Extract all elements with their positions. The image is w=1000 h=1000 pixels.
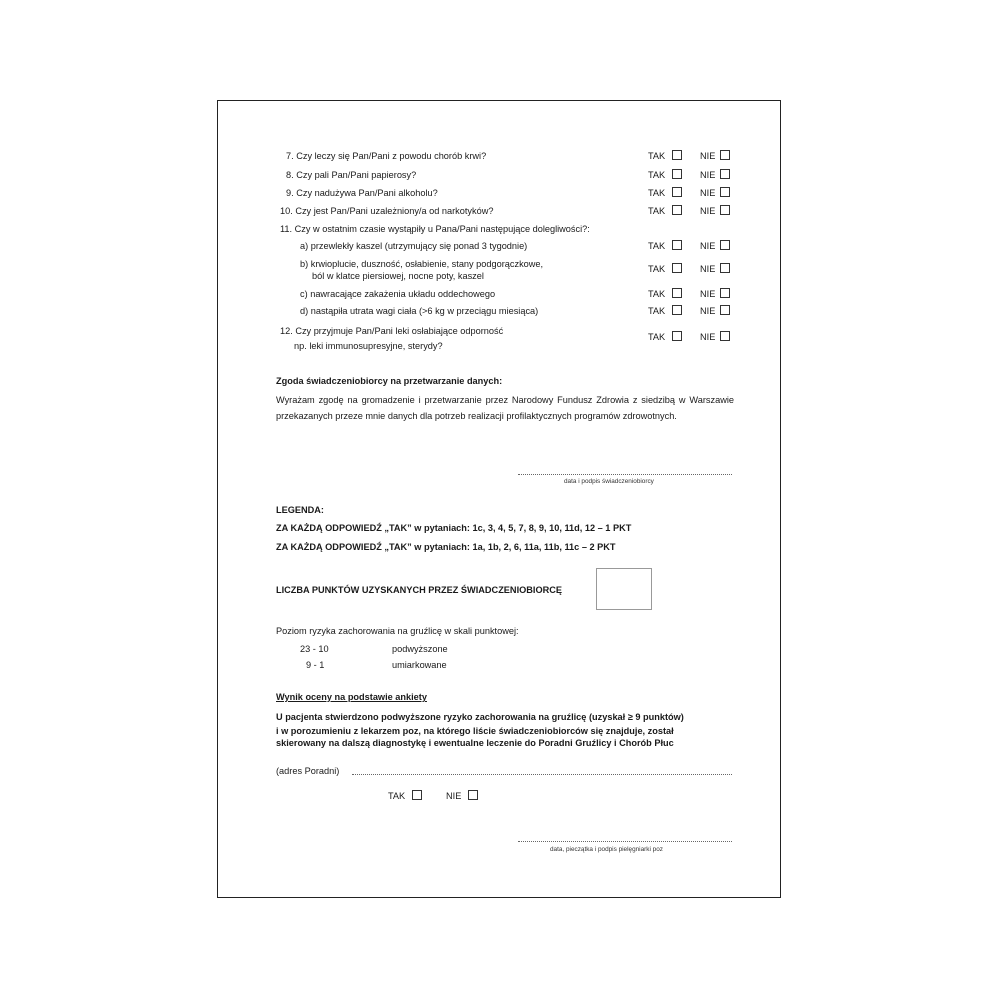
q11d-tak-checkbox[interactable] [672, 305, 682, 315]
risk-intro: Poziom ryzyka zachorowania na gruźlicę w skali punktowej: [276, 626, 519, 636]
nie-label: NIE [700, 170, 716, 180]
consent-signature-caption: data i podpis świadczeniobiorcy [564, 478, 654, 485]
risk-range-2: 9 - 1 [306, 660, 325, 670]
q8-nie-checkbox[interactable] [720, 169, 730, 179]
nurse-signature-caption: data, pieczątka i podpis pielęgniarki poz [550, 846, 663, 853]
address-line[interactable] [352, 774, 732, 775]
nie-label: NIE [700, 306, 716, 316]
legend-title: LEGENDA: [276, 505, 324, 515]
tak-label: TAK [648, 289, 666, 299]
q9-tak-checkbox[interactable] [672, 187, 682, 197]
address-label: (adres Poradni) [276, 766, 340, 776]
question-12-line1: 12. Czy przyjmuje Pan/Pani leki osłabiające odporność [280, 326, 504, 336]
result-title: Wynik oceny na podstawie ankiety [276, 692, 427, 702]
tak-label: TAK [648, 206, 666, 216]
consent-signature-line[interactable] [518, 474, 732, 475]
points-input-box[interactable] [596, 568, 652, 610]
question-11c: c) nawracające zakażenia układu oddechowego [300, 289, 496, 299]
nie-label: NIE [700, 241, 716, 251]
q11d-nie-checkbox[interactable] [720, 305, 730, 315]
q7-tak-checkbox[interactable] [672, 150, 682, 160]
q10-nie-checkbox[interactable] [720, 205, 730, 215]
points-label: LICZBA PUNKTÓW UZYSKANYCH PRZEZ ŚWIADCZENIOBIORCĘ [276, 585, 562, 595]
q11c-nie-checkbox[interactable] [720, 288, 730, 298]
q10-tak-checkbox[interactable] [672, 205, 682, 215]
legend-line-2: ZA KAŻDĄ ODPOWIEDŹ „TAK” w pytaniach: 1a, 1b, 2, 6, 11a, 11b, 11c – 2 PKT [276, 542, 616, 552]
question-11d: d) nastąpiła utrata wagi ciała (>6 kg w przeciągu miesiąca) [300, 306, 539, 316]
result-line-1: U pacjenta stwierdzono podwyższone ryzyko zachorowania na gruźlicę (uzyskał ≥ 9 punktów) [276, 712, 684, 722]
q11a-nie-checkbox[interactable] [720, 240, 730, 250]
q12-tak-checkbox[interactable] [672, 331, 682, 341]
tak-label: TAK [648, 188, 666, 198]
nie-label: NIE [700, 151, 716, 161]
q11a-tak-checkbox[interactable] [672, 240, 682, 250]
tak-label: TAK [648, 332, 666, 342]
nie-label: NIE [700, 289, 716, 299]
q8-tak-checkbox[interactable] [672, 169, 682, 179]
result-line-2: i w porozumieniu z lekarzem poz, na którego liście świadczeniobiorców się znajduje, został [276, 726, 674, 736]
q9-nie-checkbox[interactable] [720, 187, 730, 197]
consent-body: Wyrażam zgodę na gromadzenie i przetwarzanie przez Narodowy Fundusz Zdrowia z siedzibą w Warszawie przekazanych przeze mnie danych dla potrzeb realizacji profilaktycznych programów zdrowotnych. [276, 395, 734, 421]
risk-range-1: 23 - 10 [300, 644, 329, 654]
tak-label: TAK [648, 151, 666, 161]
legend-line-1: ZA KAŻDĄ ODPOWIEDŹ „TAK” w pytaniach: 1c, 3, 4, 5, 7, 8, 9, 10, 11d, 12 – 1 PKT [276, 523, 632, 533]
tak-label: TAK [648, 264, 666, 274]
nie-label: NIE [700, 332, 716, 342]
consent-title: Zgoda świadczeniobiorcy na przetwarzanie danych: [276, 376, 503, 386]
nie-label: NIE [700, 188, 716, 198]
question-12-line2: np. leki immunosupresyjne, sterydy? [294, 341, 443, 351]
q7-nie-checkbox[interactable] [720, 150, 730, 160]
tak-label: TAK [648, 306, 666, 316]
question-11b-line1: b) krwioplucie, duszność, osłabienie, stany podgorączkowe, [300, 259, 544, 269]
question-11: 11. Czy w ostatnim czasie wystąpiły u Pana/Pani następujące dolegliwości?: [280, 224, 590, 234]
tak-label: TAK [388, 791, 406, 801]
risk-level-2: umiarkowane [392, 660, 447, 670]
tak-label: TAK [648, 241, 666, 251]
tak-label: TAK [648, 170, 666, 180]
nie-label: NIE [446, 791, 462, 801]
nie-label: NIE [700, 206, 716, 216]
result-nie-checkbox[interactable] [468, 790, 478, 800]
q11b-nie-checkbox[interactable] [720, 263, 730, 273]
q11c-tak-checkbox[interactable] [672, 288, 682, 298]
question-10: 10. Czy jest Pan/Pani uzależniony/a od narkotyków? [280, 206, 494, 216]
nie-label: NIE [700, 264, 716, 274]
result-line-3: skierowany na dalszą diagnostykę i ewentualne leczenie do Poradni Gruźlicy i Chorób Płuc [276, 738, 674, 748]
form-page [217, 100, 781, 898]
q11b-tak-checkbox[interactable] [672, 263, 682, 273]
question-11a: a) przewlekły kaszel (utrzymujący się ponad 3 tygodnie) [300, 241, 528, 251]
question-7: 7. Czy leczy się Pan/Pani z powodu chorób krwi? [286, 151, 487, 161]
result-tak-checkbox[interactable] [412, 790, 422, 800]
nurse-signature-line[interactable] [518, 841, 732, 842]
question-9: 9. Czy nadużywa Pan/Pani alkoholu? [286, 188, 438, 198]
q12-nie-checkbox[interactable] [720, 331, 730, 341]
risk-level-1: podwyższone [392, 644, 448, 654]
question-11b-line2: ból w klatce piersiowej, nocne poty, kaszel [312, 271, 484, 281]
question-8: 8. Czy pali Pan/Pani papierosy? [286, 170, 417, 180]
